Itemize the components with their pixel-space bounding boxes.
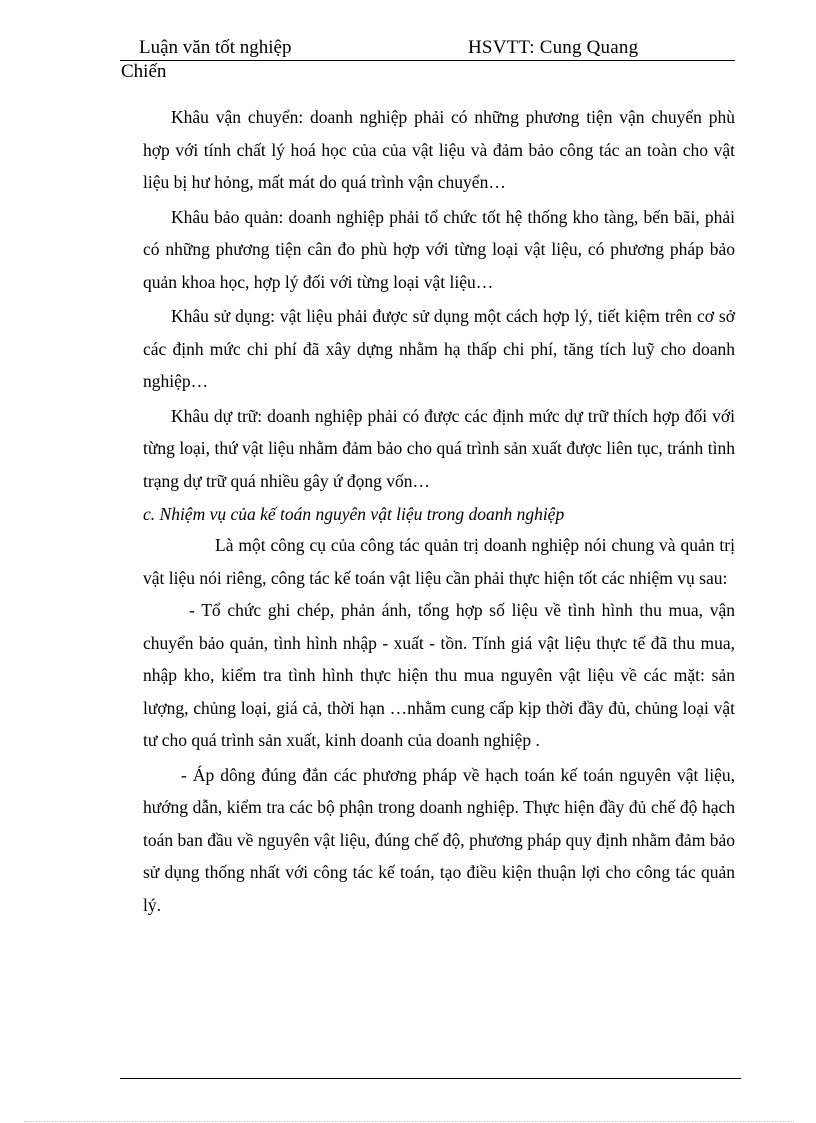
header-thesis-title: Luận văn tốt nghiệp	[139, 37, 292, 58]
header-author: HSVTT: Cung Quang	[468, 37, 639, 58]
page-header	[120, 36, 735, 61]
paragraph-reserve: Khâu dự trữ: doanh nghiệp phải có được các định mức dự trữ thích hợp đối với từng loại, thứ vật liệu nhằm đảm bảo cho quá trình sản xuất được liên tục, tránh tình trạng dự trữ quá nhiều gây ứ đọng vốn…	[143, 405, 735, 491]
section-heading: c. Nhiệm vụ của kế toán nguyên vật liệu trong doanh nghiệp	[143, 504, 565, 524]
paragraph-task-2: - Áp dông đúng đắn các phương pháp về hạch toán kế toán nguyên vật liệu, hướng dẫn, kiểm tra các bộ phận trong doanh nghiệp. Thực hiện đầy đủ chế độ hạch toán ban đầu về nguyên vật liệu, đúng chế độ, phương pháp quy định nhằm đảm bảo sử dụng thống nhất với công tác kế toán, tạo điều kiện thuận lợi cho công tác quản lý.	[143, 764, 735, 915]
page-bottom-edge	[24, 1121, 794, 1122]
paragraph-intro: Là một công cụ của công tác quản trị doanh nghiệp nói chung và quản trị vật liệu nói riêng, công tác kế toán vật liệu cần phải thực hiện tốt các nhiệm vụ sau:	[143, 535, 735, 588]
footer-divider	[120, 1078, 741, 1079]
header-author-continuation: Chiến	[121, 61, 167, 82]
paragraph-task-1: - Tổ chức ghi chép, phản ánh, tổng hợp số liệu về tình hình thu mua, vận chuyển bảo quản, tình hình nhập - xuất - tồn. Tính giá vật liệu thực tế đã thu mua, nhập kho, kiểm tra tình hình thực hiện thu mua nguyên vật liệu về các mặt: sản lượng, chủng loại, giá cả, thời hạn …nhằm cung cấp kịp thời đầy đủ, chủng loại vật tư cho quá trình sản xuất, kinh doanh của doanh nghiệp .	[143, 600, 735, 750]
document-body	[143, 101, 735, 921]
paragraph-transport: Khâu vận chuyển: doanh nghiệp phải có những phương tiện vận chuyển phù hợp với tính chất lý hoá học của của vật liệu và đảm bảo công tác an toàn cho vật liệu bị hư hỏng, mất mát do quá trình vận chuyển…	[143, 107, 735, 192]
paragraph-storage: Khâu bảo quản: doanh nghiệp phải tổ chức tốt hệ thống kho tàng, bến bãi, phải có những phương tiện cân đo phù hợp với từng loại vật liệu, có phương pháp bảo quản khoa học, hợp lý đối với từng loại vật liệu…	[143, 206, 735, 292]
paragraph-usage: Khâu sử dụng: vật liệu phải được sử dụng một cách hợp lý, tiết kiệm trên cơ sở các định mức chi phí đã xây dựng nhằm hạ thấp chi phí, tăng tích luỹ cho doanh nghiệp…	[143, 306, 735, 391]
